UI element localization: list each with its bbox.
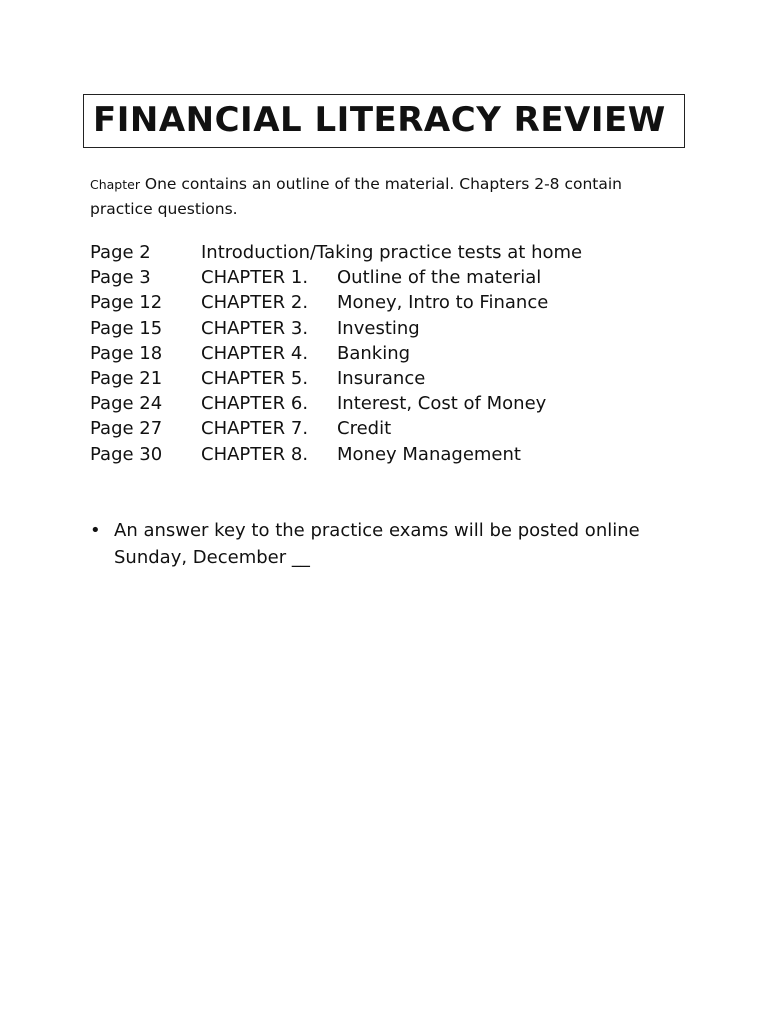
toc-intro-text: Introduction/Taking practice tests at home xyxy=(201,242,583,263)
note-text: An answer key to the practice exams will be posted online Sunday, December __ xyxy=(114,520,640,568)
toc-page-number: Page 15 xyxy=(90,317,163,339)
intro-text: One contains an outline of the material. Chapters 2-8 contain practice questions. xyxy=(90,175,622,218)
toc-chapter-label: CHAPTER 4. xyxy=(201,342,309,364)
toc-chapter-topic: Insurance xyxy=(337,367,426,389)
toc-page-number: Page 21 xyxy=(90,367,163,389)
toc-chapter-label: CHAPTER 3. xyxy=(201,317,309,339)
toc-chapter-label: CHAPTER 1. xyxy=(201,267,309,289)
toc-page-number: Page 18 xyxy=(90,342,163,364)
notes-list xyxy=(90,517,680,571)
intro-paragraph xyxy=(90,172,660,221)
toc-chapter-label: CHAPTER 2. xyxy=(201,292,309,314)
toc-chapter-topic: Interest, Cost of Money xyxy=(337,393,547,415)
toc-page-number: Page 24 xyxy=(90,393,163,415)
toc-chapter-topic: Money, Intro to Finance xyxy=(337,292,549,314)
toc-chapter-label: CHAPTER 6. xyxy=(201,393,309,415)
toc-chapter-topic: Outline of the material xyxy=(337,267,542,289)
toc-page-number: Page 12 xyxy=(90,292,163,314)
intro-word-chapter: Chapter xyxy=(90,177,140,192)
toc-page-number: Page 3 xyxy=(90,267,151,289)
toc-chapter-label: CHAPTER 7. xyxy=(201,418,309,440)
toc-chapter-label: CHAPTER 5. xyxy=(201,367,309,389)
toc-chapter-topic: Money Management xyxy=(337,443,521,465)
toc-page-number: Page 2 xyxy=(90,242,151,263)
page-title: FINANCIAL LITERACY REVIEW xyxy=(93,100,666,140)
list-item xyxy=(90,517,680,571)
toc-chapter-topic: Banking xyxy=(337,342,411,364)
title-box xyxy=(83,94,685,148)
toc-page-number: Page 30 xyxy=(90,443,163,465)
toc-chapter-topic: Credit xyxy=(337,418,392,440)
toc-chapter-label: CHAPTER 8. xyxy=(201,443,309,465)
toc-page-number: Page 27 xyxy=(90,418,163,440)
toc-chapter-topic: Investing xyxy=(337,317,420,339)
bullet-icon: • xyxy=(90,520,101,541)
